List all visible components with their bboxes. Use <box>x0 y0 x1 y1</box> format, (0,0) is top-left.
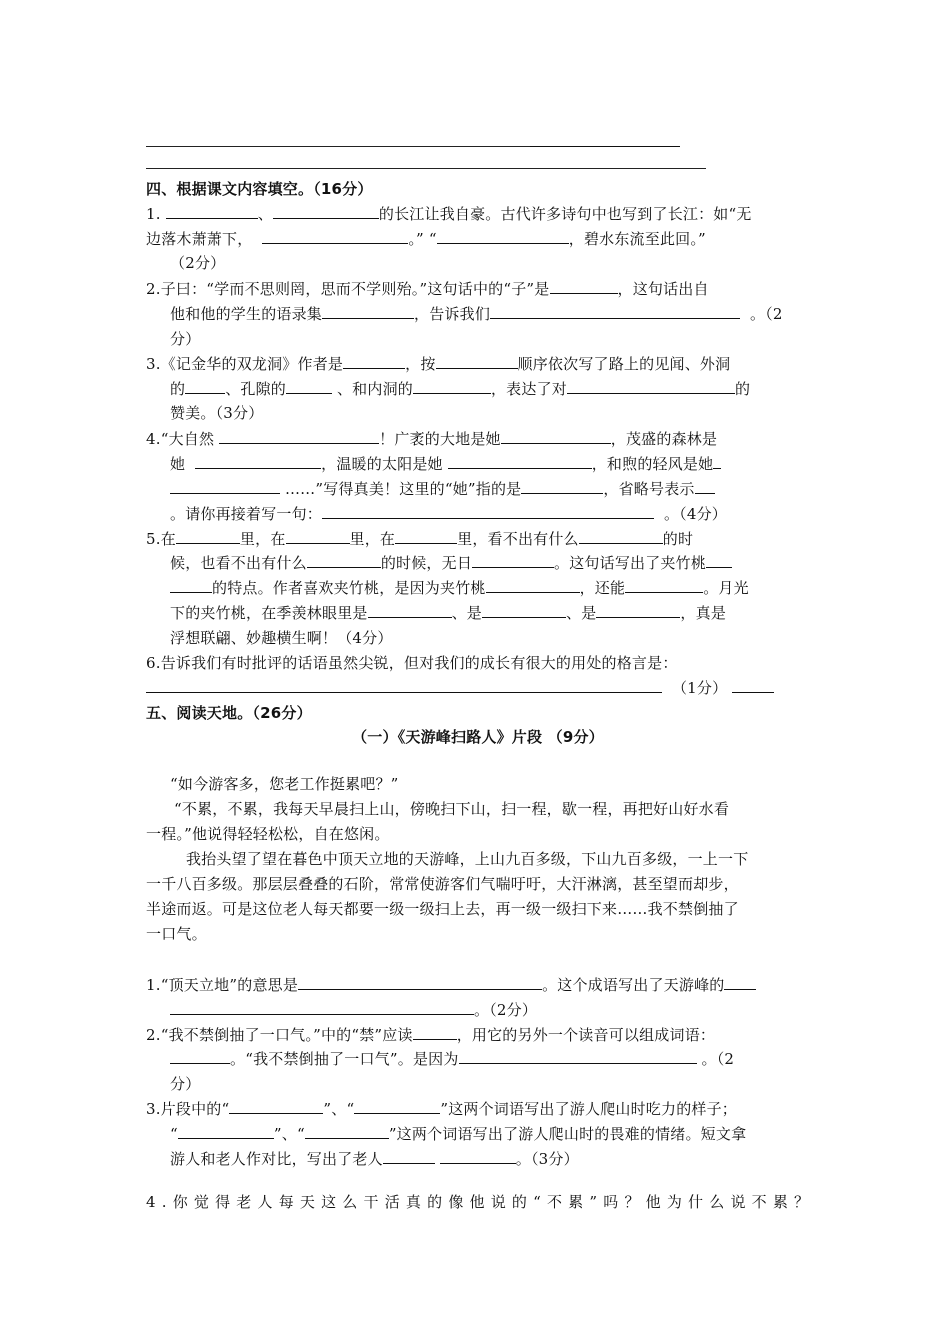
text: 。这个成语写出了天游峰的 <box>542 976 725 994</box>
blank[interactable] <box>579 527 663 544</box>
q2-line2 <box>170 302 834 327</box>
q2-line1 <box>146 277 810 302</box>
r3-line2 <box>170 1122 834 1147</box>
passage-p2b: 一程。”他说得轻轻松松，自在悠闲。 <box>146 825 390 843</box>
q6-line2 <box>146 676 810 701</box>
r3-line3 <box>170 1147 834 1172</box>
text: ，碧水东流至此回。” <box>568 230 706 248</box>
q4-line3 <box>170 477 834 502</box>
text: 。（3分） <box>515 1150 579 1168</box>
text: ，温暖的太阳是她 <box>321 455 443 473</box>
r4-question: 4.你觉得老人每天这么干活真的像他说的“不累”吗？他为什么说不累？ <box>146 1193 816 1211</box>
text: ，表达了对 <box>490 380 567 398</box>
blank[interactable] <box>322 302 414 319</box>
blank[interactable] <box>501 427 611 444</box>
text: 下的夹竹桃，在季羡林眼里是 <box>170 604 368 622</box>
r2-line3: 分） <box>170 1075 201 1093</box>
text: ！广袤的大地是她 <box>379 430 501 448</box>
text: ，和煦的轻风是她 <box>591 455 714 473</box>
answer-line[interactable] <box>530 146 680 147</box>
blank[interactable] <box>286 527 350 544</box>
passage-p2a: “不累，不累，我每天早晨扫上山，傍晚扫下山，扫一程，歇一程，再把好山好水看 <box>174 800 730 818</box>
blank[interactable] <box>307 551 381 568</box>
text: ”这两个词语写出了游人爬山时吃力的样子； <box>440 1100 737 1118</box>
passage-title: （一）《天游峰扫路人》片段 （9分） <box>352 728 604 746</box>
text: 2.子曰：“学而不思则罔，思而不学则殆。”这句话中的“子”是 <box>146 280 550 298</box>
text: 她 <box>170 455 186 473</box>
q5-line5: 浮想联翩、妙趣横生啊！（4分） <box>170 629 393 647</box>
q4-line1 <box>146 427 810 452</box>
blank[interactable] <box>273 202 379 219</box>
text: ……”写得真美！这里的“她”指的是 <box>284 480 522 498</box>
q6-line1: 6.告诉我们有时批评的话语虽然尖锐，但对我们的成长有很大的用处的格言是： <box>146 654 678 672</box>
blank[interactable] <box>195 452 321 469</box>
blank[interactable] <box>713 452 721 469</box>
text: 的 <box>735 380 751 398</box>
text: 5.在 <box>146 530 176 548</box>
blank[interactable] <box>395 527 457 544</box>
blank[interactable] <box>436 352 518 369</box>
blank[interactable] <box>262 227 408 244</box>
text: 。请你再接着写一句： <box>170 505 323 523</box>
text: 、和内洞的 <box>332 380 413 398</box>
blank[interactable] <box>178 1122 274 1139</box>
text: 的时 <box>662 530 694 548</box>
blank[interactable] <box>459 1047 697 1064</box>
passage-p1: “如今游客多，您老工作挺累吧？” <box>170 775 399 793</box>
blank[interactable] <box>305 1122 389 1139</box>
q5-line4 <box>170 601 834 626</box>
blank[interactable] <box>146 676 662 693</box>
text: （1分） <box>671 679 728 697</box>
text: ”、“ <box>323 1100 355 1118</box>
q3-line3: 赞美。（3分） <box>170 404 264 422</box>
q5-line2 <box>170 551 834 576</box>
text: ，这句话出自 <box>617 280 709 298</box>
blank[interactable] <box>521 477 603 494</box>
text: 。这句话写出了夹竹桃 <box>554 554 707 572</box>
text: 3.片段中的“ <box>146 1100 230 1118</box>
blank[interactable] <box>176 527 240 544</box>
q3-line1 <box>146 352 810 377</box>
r1-line2 <box>170 998 834 1023</box>
blank[interactable] <box>490 302 740 319</box>
blank[interactable] <box>413 1023 457 1040</box>
blank[interactable] <box>170 1047 230 1064</box>
blank[interactable] <box>482 601 566 618</box>
passage-p3c: 半途而返。可是这位老人每天都要一级一级扫上去，再一级一级扫下来……我不禁倒抽了 <box>146 900 739 918</box>
text: 、孔隙的 <box>225 380 287 398</box>
text: ，茂盛的森林是 <box>610 430 718 448</box>
section5-title: 五、阅读天地。（26分） <box>146 704 312 722</box>
blank[interactable] <box>625 576 703 593</box>
q5-line1 <box>146 527 810 552</box>
q1-line1 <box>146 202 810 227</box>
blank[interactable] <box>448 452 592 469</box>
blank[interactable] <box>170 477 280 494</box>
q2-line3: 分） <box>170 330 201 348</box>
text: 。（2 <box>701 1050 735 1068</box>
blank[interactable] <box>596 601 680 618</box>
blank[interactable] <box>567 377 735 394</box>
blank[interactable] <box>413 377 491 394</box>
text: 。（2分） <box>474 1001 538 1019</box>
text: ，省略号表示 <box>603 480 695 498</box>
r1-line1 <box>146 973 810 998</box>
text: 。“我不禁倒抽了一口气”。是因为 <box>230 1050 459 1068</box>
blank[interactable] <box>383 1147 435 1164</box>
text: 。月光 <box>703 579 749 597</box>
blank[interactable] <box>354 1097 440 1114</box>
answer-line[interactable] <box>146 168 706 169</box>
text: 游人和老人作对比，写出了老人 <box>170 1150 383 1168</box>
section4-title: 四、根据课文内容填空。（16分） <box>146 180 373 198</box>
blank[interactable] <box>550 277 618 294</box>
text: ，用它的另外一个读音可以组成词语： <box>456 1026 716 1044</box>
text: 、是 <box>451 604 483 622</box>
r2-line1 <box>146 1023 810 1048</box>
text: 1.“顶天立地”的意思是 <box>146 976 299 994</box>
blank[interactable] <box>170 998 474 1015</box>
q5-line3 <box>170 576 834 601</box>
text: 边落木萧萧下， <box>146 230 253 248</box>
text: “ <box>170 1125 178 1143</box>
blank[interactable] <box>437 227 569 244</box>
text: 3.《记金华的双龙洞》作者是 <box>146 355 344 373</box>
text: 的时候，无日 <box>380 554 473 572</box>
text: 候，也看不出有什么 <box>170 554 307 572</box>
text: 、是 <box>566 604 597 622</box>
blank[interactable] <box>472 551 554 568</box>
r3-line1 <box>146 1097 810 1122</box>
answer-line[interactable] <box>146 146 530 147</box>
text: 的特点。作者喜欢夹竹桃，是因为夹竹桃 <box>212 579 486 597</box>
text: 。（2 <box>749 305 783 323</box>
text: 的长江让我自豪。古代许多诗句中也写到了长江：如“无 <box>378 205 752 223</box>
q1-line2 <box>146 227 810 252</box>
blank[interactable] <box>219 427 379 444</box>
blank[interactable] <box>185 377 225 394</box>
blank[interactable] <box>440 1147 516 1164</box>
passage-p3a: 我抬头望了望在暮色中顶天立地的天游峰，上山九百多级，下山九百多级，一上一下 <box>186 850 749 868</box>
text: 里，看不出有什么 <box>457 530 579 548</box>
q3-line2 <box>170 377 834 402</box>
q4-line4 <box>170 502 834 527</box>
text: 1. <box>146 205 161 223</box>
q4-line2 <box>170 452 834 477</box>
blank[interactable] <box>343 352 405 369</box>
text: 他和他的学生的语录集 <box>170 305 323 323</box>
passage-p3d: 一口气。 <box>146 925 207 943</box>
blank[interactable] <box>724 973 756 990</box>
blank[interactable] <box>298 973 542 990</box>
text: ，还能 <box>579 579 626 597</box>
blank[interactable] <box>368 601 452 618</box>
text: ”这两个词语写出了游人爬山时的畏难的情绪。短文拿 <box>388 1125 747 1143</box>
blank[interactable] <box>166 202 258 219</box>
text: 的 <box>170 380 186 398</box>
blank[interactable] <box>286 377 332 394</box>
text: 。” “ <box>408 230 437 248</box>
r2-line2 <box>170 1047 834 1072</box>
blank[interactable] <box>732 676 774 693</box>
text: 4.“大自然 <box>146 430 215 448</box>
passage-p3b: 一千八百多级。那层层叠叠的石阶，常常使游客们气喘吁吁，大汗淋漓，甚至望而却步， <box>146 875 739 893</box>
q1-line3: （2分） <box>170 254 226 272</box>
text: 顺序依次写了路上的见闻、外洞 <box>517 355 731 373</box>
text: 、 <box>257 205 273 223</box>
text: ，告诉我们 <box>414 305 491 323</box>
blank[interactable] <box>322 502 654 519</box>
blank[interactable] <box>486 576 580 593</box>
text: 里，在 <box>349 530 396 548</box>
text: ”、“ <box>273 1125 305 1143</box>
blank[interactable] <box>706 551 732 568</box>
text: 里，在 <box>239 530 286 548</box>
text: ，真是 <box>680 604 727 622</box>
text: 。（4分） <box>663 505 727 523</box>
text: 2.“我不禁倒抽了一口气。”中的“禁”应读 <box>146 1026 413 1044</box>
text: ，按 <box>405 355 436 373</box>
blank[interactable] <box>695 477 715 494</box>
blank[interactable] <box>229 1097 323 1114</box>
blank[interactable] <box>170 576 212 593</box>
